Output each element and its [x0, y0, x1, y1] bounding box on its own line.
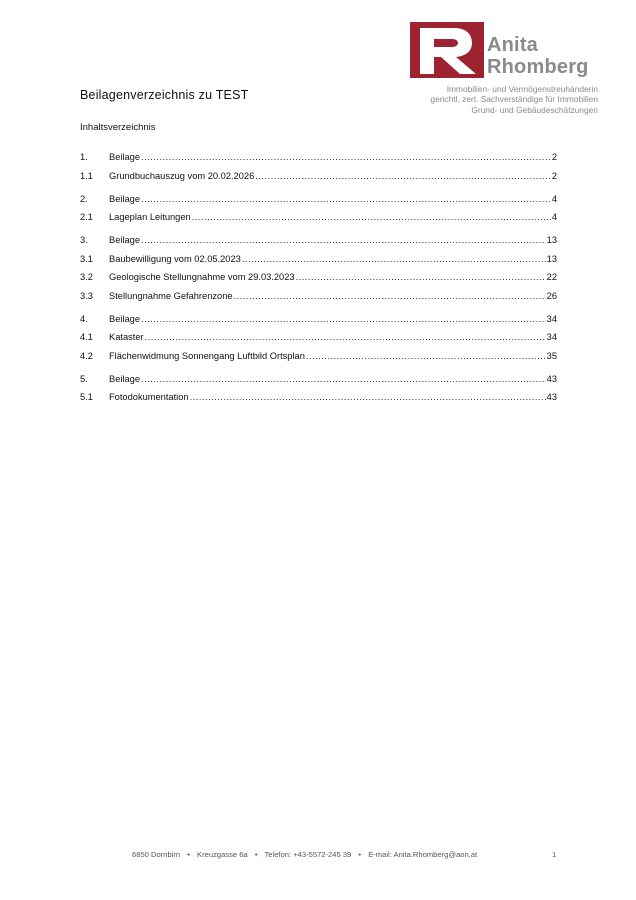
- table-of-contents: [80, 151, 557, 410]
- toc-entry-page: 34: [546, 313, 557, 324]
- toc-entry-number: 5.1: [80, 392, 93, 402]
- toc-leader-dots: [141, 373, 546, 385]
- toc-leader-dots: [242, 253, 546, 265]
- page-footer: [132, 850, 477, 859]
- toc-entry[interactable]: [80, 271, 557, 290]
- toc-entry-number: 3.: [80, 235, 88, 245]
- document-title: Beilagenverzeichnis zu TEST: [80, 88, 249, 102]
- company-logo: [410, 22, 610, 122]
- toc-entry-page: 43: [546, 373, 557, 384]
- toc-entry-page: 13: [546, 235, 557, 245]
- toc-leader-dots: [141, 313, 546, 325]
- toc-entry-number: 4.2: [80, 350, 93, 361]
- logo-name: [487, 34, 589, 78]
- toc-leader-dots: [141, 151, 551, 163]
- toc-entry-number: 1.1: [80, 170, 93, 181]
- logo-tagline-line: Immobilien- und Vermögenstreuhänderin: [446, 84, 598, 94]
- toc-entry[interactable]: [80, 313, 557, 332]
- toc-entry-page: 43: [546, 392, 557, 402]
- toc-entry[interactable]: [80, 211, 557, 230]
- footer-phone: Telefon: +43-5572-245 39: [264, 850, 352, 859]
- toc-entry-title: Beilage: [109, 373, 141, 384]
- toc-entry-number: 3.1: [80, 253, 93, 264]
- toc-entry-number: 2.: [80, 193, 88, 204]
- logo-name-first: Anita: [487, 34, 538, 56]
- toc-entry[interactable]: [80, 234, 557, 253]
- logo-name-last: Rhomberg: [487, 56, 589, 78]
- toc-leader-dots: [145, 331, 546, 343]
- footer-separator: •: [254, 850, 258, 859]
- toc-entry-title: Lageplan Leitungen: [109, 212, 191, 222]
- toc-entry-page: 35: [546, 350, 557, 361]
- toc-entry-title: Beilage: [109, 152, 141, 162]
- footer-email[interactable]: E-mail: Anita.Rhomberg@aon.at: [368, 850, 478, 859]
- toc-entry-page: 34: [546, 332, 557, 342]
- toc-entry[interactable]: [80, 290, 557, 309]
- footer-street: Kreuzgasse 6a: [197, 850, 248, 859]
- toc-leader-dots: [192, 211, 551, 223]
- logo-tagline-line: gerichtl. zert. Sachverständige für Immobilien: [430, 94, 598, 105]
- footer-separator: •: [187, 850, 190, 859]
- toc-heading: Inhaltsverzeichnis: [80, 122, 156, 133]
- toc-entry-title: Geologische Stellungnahme vom 29.03.2023: [109, 272, 295, 282]
- toc-entry[interactable]: [80, 350, 557, 369]
- toc-leader-dots: [255, 170, 551, 182]
- toc-entry-title: Stellungnahme Gefahrenzone: [109, 290, 233, 301]
- toc-entry-page: 4: [551, 193, 557, 204]
- toc-entry[interactable]: [80, 391, 557, 410]
- toc-entry-title: Fotodokumentation: [109, 392, 189, 402]
- toc-entry-number: 5.: [80, 373, 88, 384]
- toc-entry-title: Beilage: [109, 193, 141, 204]
- logo-tagline: [430, 84, 598, 115]
- page-number: 1: [552, 850, 557, 859]
- toc-leader-dots: [141, 193, 551, 205]
- toc-entry-page: 2: [551, 152, 557, 162]
- toc-leader-dots: [190, 391, 546, 403]
- toc-entry[interactable]: [80, 151, 557, 170]
- toc-entry-title: Beilage: [109, 313, 141, 324]
- toc-entry-number: 2.1: [80, 212, 93, 222]
- toc-entry[interactable]: [80, 170, 557, 189]
- toc-leader-dots: [141, 234, 546, 246]
- toc-leader-dots: [306, 350, 546, 362]
- toc-entry-page: 2: [551, 170, 557, 181]
- toc-leader-dots: [296, 271, 546, 283]
- toc-entry[interactable]: [80, 193, 557, 212]
- toc-entry-number: 1.: [80, 152, 88, 162]
- toc-entry-number: 3.3: [80, 290, 93, 301]
- toc-entry-page: 22: [546, 272, 557, 282]
- footer-separator: •: [358, 850, 362, 859]
- toc-entry[interactable]: [80, 331, 557, 350]
- toc-entry-title: Baubewilligung vom 02.05.2023: [109, 253, 241, 264]
- toc-entry[interactable]: [80, 373, 557, 392]
- toc-entry-title: Beilage: [109, 235, 141, 245]
- toc-entry-title: Flächenwidmung Sonnengang Luftbild Ortsplan: [109, 350, 305, 361]
- logo-tagline-line: Grund- und Gebäudeschätzungen: [471, 104, 598, 115]
- toc-entry-page: 26: [546, 290, 557, 301]
- logo-r-mark-icon: [410, 22, 484, 78]
- toc-entry-number: 3.2: [80, 272, 93, 282]
- toc-entry-number: 4.1: [80, 332, 93, 342]
- toc-entry-page: 13: [546, 253, 557, 264]
- toc-entry-page: 4: [551, 212, 557, 222]
- toc-leader-dots: [234, 290, 546, 302]
- toc-entry-title: Grundbuchauszug vom 20.02.2026: [109, 170, 255, 181]
- toc-entry-title: Kataster: [109, 332, 144, 342]
- toc-entry-number: 4.: [80, 313, 88, 324]
- footer-city: 6850 Dornbirn: [132, 850, 181, 859]
- toc-entry[interactable]: [80, 253, 557, 272]
